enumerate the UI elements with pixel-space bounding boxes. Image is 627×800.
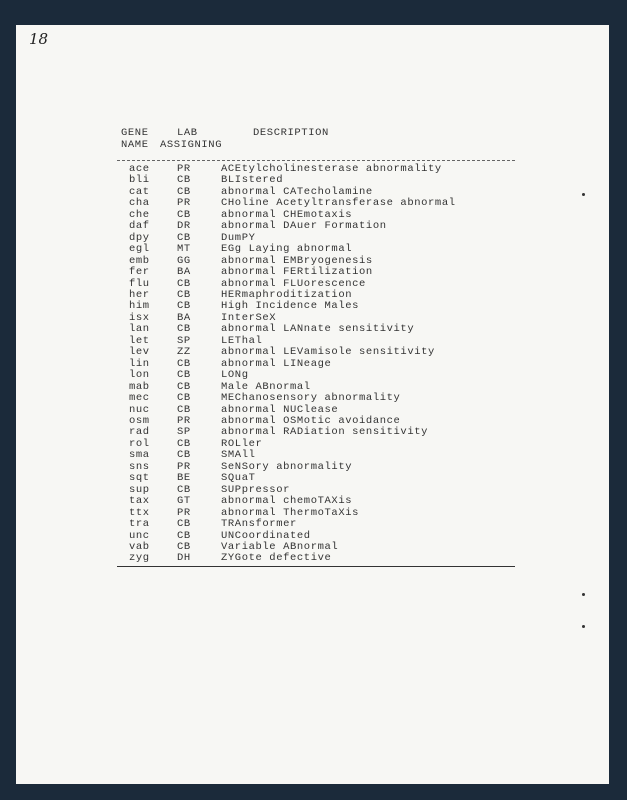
description-cell: abnormal CHEmotaxis (221, 208, 353, 221)
description-cell: Male ABnormal (221, 380, 311, 393)
lab-code-cell: PR (177, 197, 191, 210)
description-cell: SQuaT (221, 472, 256, 485)
table-row (16, 312, 609, 323)
gene-name-cell: tra (129, 518, 150, 531)
lab-code-cell: PR (177, 414, 191, 427)
description-cell: SMAll (221, 449, 256, 462)
table-row (16, 300, 609, 311)
header-assigning: ASSIGNING (160, 139, 223, 151)
lab-code-cell: CB (177, 277, 191, 290)
lab-code-cell: SP (177, 426, 191, 439)
description-cell: LONg (221, 369, 249, 382)
gene-name-cell: tax (129, 495, 150, 508)
page-number: 18 (29, 30, 49, 48)
description-cell: MEChanosensory abnormality (221, 392, 401, 405)
table-row (16, 426, 609, 437)
gene-name-cell: cat (129, 185, 150, 198)
lab-code-cell: CB (177, 357, 191, 370)
gene-name-cell: egl (129, 243, 150, 256)
lab-code-cell: CB (177, 369, 191, 382)
gene-name-cell: osm (129, 414, 150, 427)
lab-code-cell: CB (177, 323, 191, 336)
gene-name-cell: lon (129, 369, 150, 382)
description-cell: DumPY (221, 231, 256, 244)
description-cell: CHoline Acetyltransferase abnormal (221, 197, 456, 210)
table-row (16, 323, 609, 334)
lab-code-cell: CB (177, 483, 191, 496)
gene-name-cell: let (129, 334, 150, 347)
gene-name-cell: vab (129, 540, 150, 553)
lab-code-cell: CB (177, 288, 191, 301)
table-row (16, 552, 609, 563)
table-row (16, 289, 609, 300)
table-bottom-rule (117, 566, 515, 567)
table-row (16, 174, 609, 185)
table-row (16, 381, 609, 392)
table-row (16, 438, 609, 449)
table-row (16, 369, 609, 380)
header-description: DESCRIPTION (253, 127, 329, 139)
gene-name-cell: mec (129, 392, 150, 405)
table-row (16, 530, 609, 541)
gene-name-cell: ace (129, 163, 150, 175)
gene-name-cell: mab (129, 380, 150, 393)
description-cell: HERmaphroditization (221, 288, 353, 301)
gene-name-cell: emb (129, 254, 150, 267)
description-cell: abnormal NUClease (221, 403, 339, 416)
description-cell: InterSeX (221, 311, 277, 324)
gene-name-cell: isx (129, 311, 150, 324)
lab-code-cell: CB (177, 518, 191, 531)
gene-name-cell: rad (129, 426, 150, 439)
lab-code-cell: BA (177, 266, 191, 279)
margin-mark (582, 625, 585, 628)
description-cell: abnormal DAuer Formation (221, 220, 387, 233)
description-cell: ACEtylcholinesterase abnormality (221, 163, 442, 175)
lab-code-cell: CB (177, 300, 191, 313)
lab-code-cell: ZZ (177, 346, 191, 359)
gene-name-cell: bli (129, 174, 150, 187)
description-cell: UNCoordinated (221, 529, 311, 542)
description-cell: abnormal FLUorescence (221, 277, 366, 290)
description-cell: BLIstered (221, 174, 284, 187)
lab-code-cell: DR (177, 220, 191, 233)
table-row (16, 346, 609, 357)
lab-code-cell: GG (177, 254, 191, 267)
table-row (16, 404, 609, 415)
gene-name-cell: nuc (129, 403, 150, 416)
lab-code-cell: DH (177, 552, 191, 565)
table-row (16, 472, 609, 483)
lab-code-cell: MT (177, 243, 191, 256)
gene-table (16, 163, 609, 564)
table-row (16, 243, 609, 254)
gene-name-cell: lev (129, 346, 150, 359)
description-cell: abnormal EMBryogenesis (221, 254, 373, 267)
description-cell: SeNSory abnormality (221, 460, 353, 473)
gene-name-cell: che (129, 208, 150, 221)
description-cell: abnormal chemoTAXis (221, 495, 353, 508)
description-cell: High Incidence Males (221, 300, 360, 313)
description-cell: EGg Laying abnormal (221, 243, 353, 256)
gene-name-cell: cha (129, 197, 150, 210)
gene-name-cell: daf (129, 220, 150, 233)
description-cell: ROLler (221, 437, 263, 450)
lab-code-cell: PR (177, 163, 191, 175)
description-cell: abnormal LANnate sensitivity (221, 323, 415, 336)
lab-code-cell: SP (177, 334, 191, 347)
margin-mark (582, 593, 585, 596)
lab-code-cell: BE (177, 472, 191, 485)
description-cell: SUPpressor (221, 483, 291, 496)
table-row (16, 484, 609, 495)
table-row (16, 266, 609, 277)
lab-code-cell: BA (177, 311, 191, 324)
table-row (16, 335, 609, 346)
table-row (16, 358, 609, 369)
description-cell: LEThal (221, 334, 263, 347)
table-row (16, 278, 609, 289)
description-cell: abnormal FERtilization (221, 266, 373, 279)
header-lab: LAB (177, 127, 198, 139)
table-row (16, 415, 609, 426)
lab-code-cell: PR (177, 506, 191, 519)
description-cell: abnormal LEVamisole sensitivity (221, 346, 435, 359)
lab-code-cell: CB (177, 392, 191, 405)
description-cell: TRAnsformer (221, 518, 297, 531)
table-row (16, 449, 609, 460)
table-row (16, 507, 609, 518)
gene-name-cell: her (129, 288, 150, 301)
gene-name-cell: flu (129, 277, 150, 290)
lab-code-cell: CB (177, 174, 191, 187)
lab-code-cell: CB (177, 208, 191, 221)
table-row (16, 255, 609, 266)
description-cell: ZYGote defective (221, 552, 332, 565)
table-row (16, 232, 609, 243)
lab-code-cell: CB (177, 437, 191, 450)
table-row (16, 209, 609, 220)
lab-code-cell: PR (177, 460, 191, 473)
lab-code-cell: CB (177, 540, 191, 553)
description-cell: abnormal LINeage (221, 357, 332, 370)
gene-name-cell: rol (129, 437, 150, 450)
gene-name-cell: him (129, 300, 150, 313)
lab-code-cell: CB (177, 185, 191, 198)
table-top-rule (117, 160, 515, 161)
gene-name-cell: zyg (129, 552, 150, 565)
table-row (16, 163, 609, 174)
table-row (16, 541, 609, 552)
lab-code-cell: CB (177, 231, 191, 244)
table-row (16, 495, 609, 506)
table-row (16, 518, 609, 529)
header-gene: GENE (121, 127, 149, 139)
gene-name-cell: ttx (129, 506, 150, 519)
description-cell: abnormal ThermoTaXis (221, 506, 360, 519)
table-row (16, 220, 609, 231)
description-cell: abnormal CATecholamine (221, 185, 373, 198)
gene-name-cell: sns (129, 460, 150, 473)
table-row (16, 392, 609, 403)
table-row (16, 461, 609, 472)
gene-name-cell: lin (129, 357, 150, 370)
table-row (16, 186, 609, 197)
description-cell: abnormal RADiation sensitivity (221, 426, 429, 439)
gene-name-cell: unc (129, 529, 150, 542)
description-cell: Variable ABnormal (221, 540, 339, 553)
lab-code-cell: CB (177, 403, 191, 416)
lab-code-cell: GT (177, 495, 191, 508)
gene-name-cell: sup (129, 483, 150, 496)
gene-name-cell: sqt (129, 472, 150, 485)
gene-name-cell: fer (129, 266, 150, 279)
margin-mark (582, 193, 585, 196)
lab-code-cell: CB (177, 380, 191, 393)
gene-name-cell: lan (129, 323, 150, 336)
lab-code-cell: CB (177, 449, 191, 462)
description-cell: abnormal OSMotic avoidance (221, 414, 401, 427)
document-page (16, 25, 609, 784)
gene-name-cell: sma (129, 449, 150, 462)
lab-code-cell: CB (177, 529, 191, 542)
header-name: NAME (121, 139, 149, 151)
gene-name-cell: dpy (129, 231, 150, 244)
table-row (16, 197, 609, 208)
